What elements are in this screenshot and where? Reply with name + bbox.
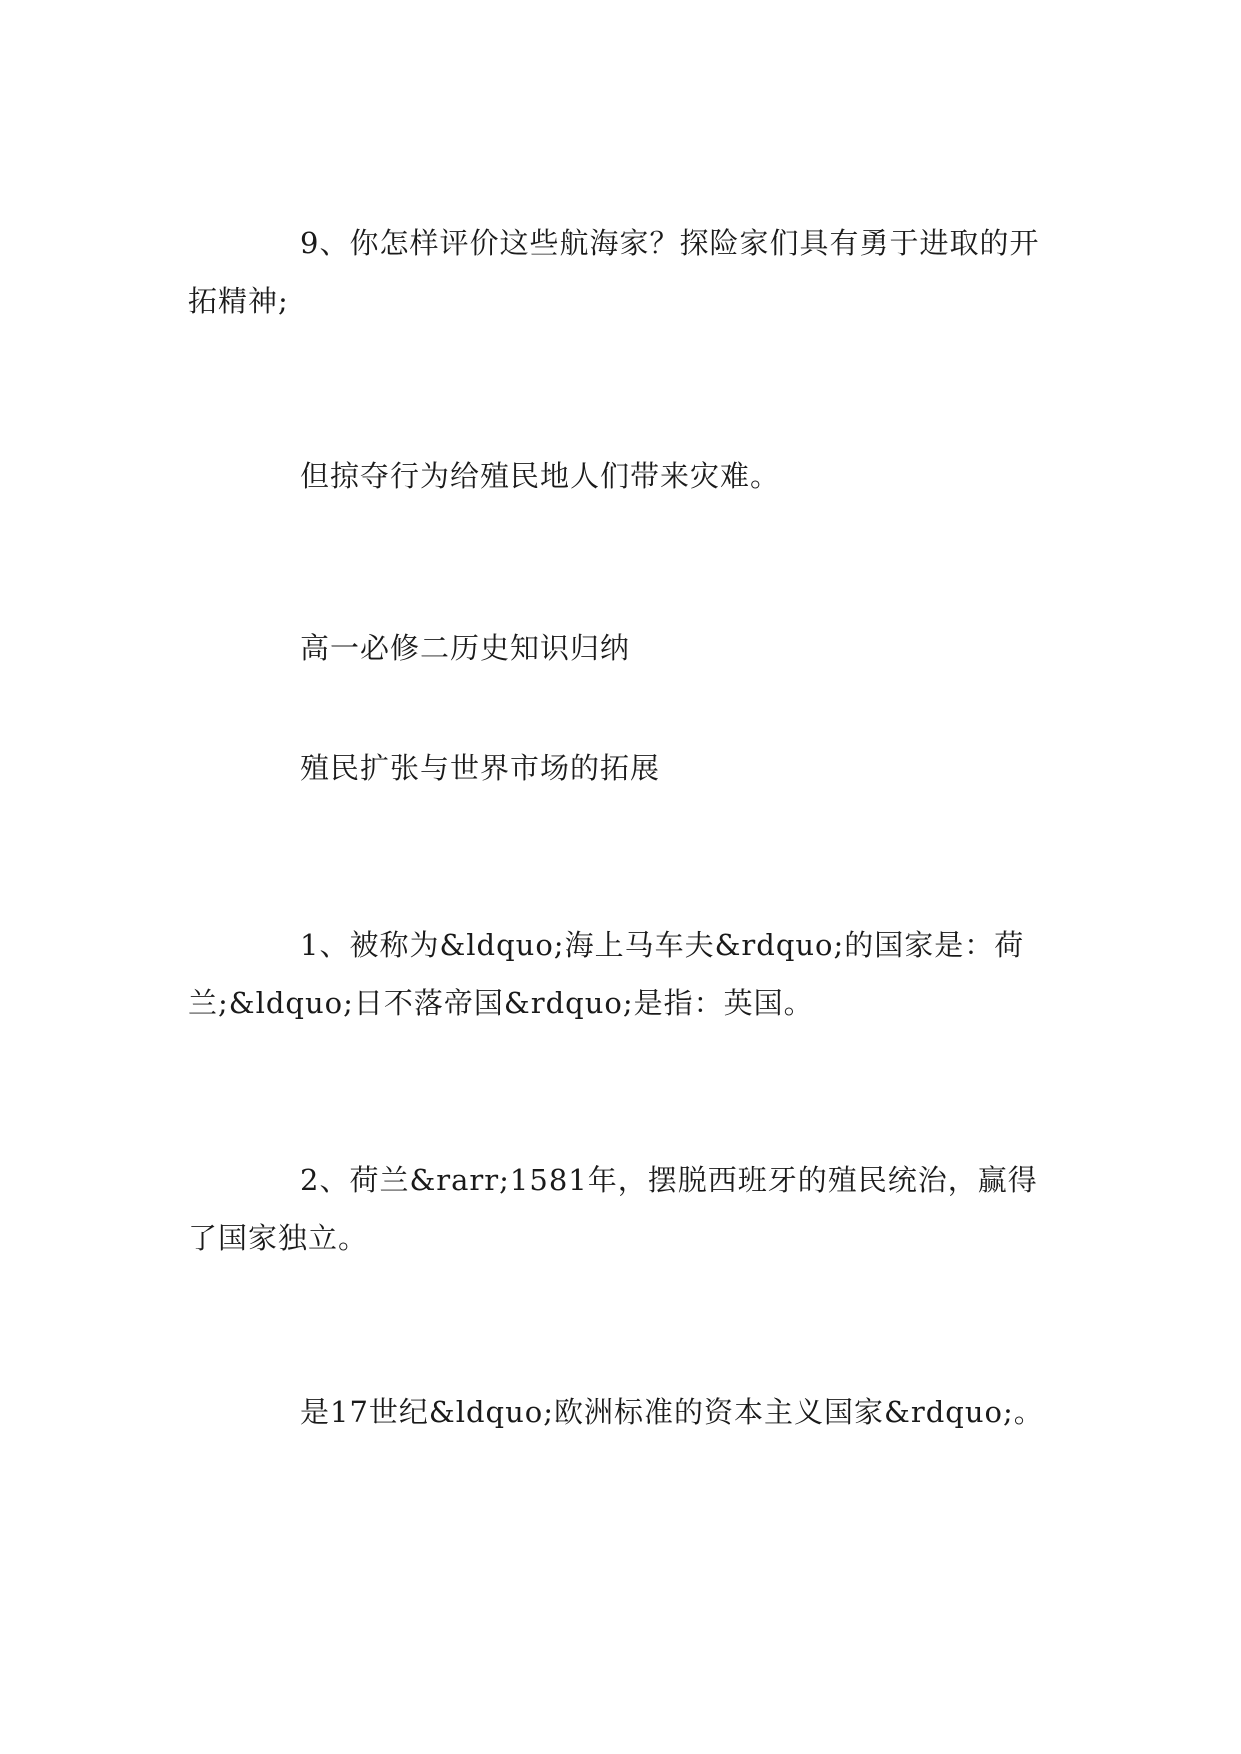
paragraph-capitalist-country: 是17世纪&ldquo;欧洲标准的资本主义国家&rdquo;。: [300, 1395, 1044, 1429]
section-subheading: 殖民扩张与世界市场的拓展: [300, 751, 661, 785]
paragraph-plunder-disaster: 但掠夺行为给殖民地人们带来灾难。: [300, 459, 781, 493]
paragraph-item-2: 2、荷兰&rarr;1581年，摆脱西班牙的殖民统治，赢得了国家独立。: [188, 1163, 1038, 1255]
section-heading: 高一必修二历史知识归纳: [300, 631, 631, 665]
paragraph-evaluate-navigators: 9、你怎样评价这些航海家？探险家们具有勇于进取的开拓精神;: [188, 226, 1040, 318]
paragraph-item-1: 1、被称为&ldquo;海上马车夫&rdquo;的国家是：荷兰;&ldquo;日不落帝国&rdquo;是指：英国。: [188, 928, 1025, 1020]
